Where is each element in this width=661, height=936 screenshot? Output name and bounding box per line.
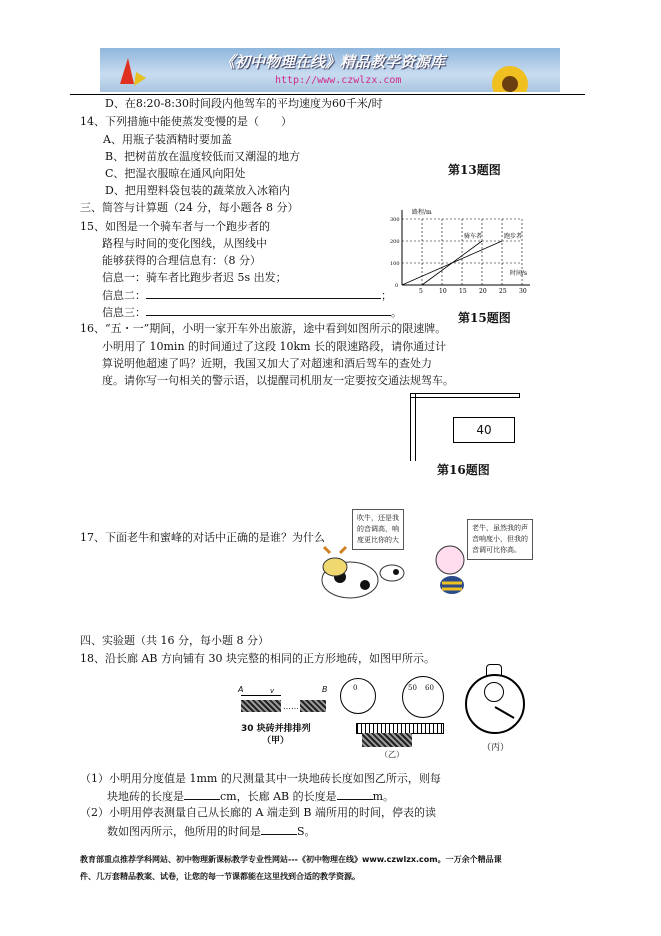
speed-limit-sign: [408, 385, 520, 460]
bing-label: （丙）: [482, 743, 510, 753]
q13-figure-caption: 第13题图: [448, 163, 501, 177]
q14-option-b: B、把树苗放在温度较低而又潮湿的地方: [105, 150, 301, 163]
q15-line: 15、如图是一个骑车者与一个跑步者的: [80, 220, 270, 233]
q16-line: 度。请你写一句相关的警示语，以提醒司机朋友一定要按交通法规驾车。: [102, 374, 454, 387]
x-tick-label: 15: [459, 288, 467, 295]
figure-bing-stopwatch: [462, 664, 528, 758]
q14-option-a: A、用瓶子装酒精时要加盖: [103, 133, 232, 146]
info3-end: 。: [391, 306, 402, 319]
q15-line: 能够获得的合理信息有：（8 分）: [102, 254, 261, 267]
header-rule: [70, 94, 585, 95]
header-banner: [100, 48, 560, 92]
q18-part1-line: （1）小明用分度值是 1mm 的尺测量其中一块地砖长度如图乙所示，则每: [80, 772, 441, 785]
sign-value: 40: [453, 417, 515, 443]
q18-part2-answer-line: 数如图丙所示，他所用的时间是 S。: [107, 825, 316, 838]
banner-title: 《初中物理在线》精品教学资源库: [220, 53, 446, 71]
jia-caption: 30 块砖并排排列: [241, 724, 311, 734]
y-axis-label: 路程/m: [412, 209, 432, 216]
chart-grid: [402, 219, 522, 285]
cow-and-bee-cartoon-icon: [310, 545, 550, 605]
q15-line: 路程与时间的变化图线，从图线中: [102, 237, 267, 250]
corridor-length-blank[interactable]: [337, 789, 373, 800]
x-tick-label: 10: [439, 288, 447, 295]
y-tick-label: 200: [390, 239, 400, 245]
q15-info3: [102, 305, 402, 319]
yi-label: （乙）: [380, 750, 404, 759]
figure-yi-ruler: [340, 676, 445, 758]
figure-jia: [238, 683, 328, 758]
x-axis-label: 时间/s: [510, 270, 528, 277]
q15-distance-time-chart: [390, 205, 540, 295]
q15-info1: 信息一：骑车者比跑步者迟 5s 出发；: [102, 271, 287, 284]
section3-heading: 三、简答与计算题（24 分，每小题各 8 分）: [80, 201, 299, 214]
q16-line: 16、“五・一”期间，小明一家开车外出旅游，途中看到如图所示的限速牌。: [80, 322, 447, 335]
tick-50: 50: [408, 684, 417, 692]
q14-option-c: C、把湿衣服晾在通风向阳处: [105, 167, 246, 180]
info3-blank[interactable]: [146, 305, 391, 316]
series-label: 骑车者: [464, 233, 483, 240]
q15-info2: [102, 288, 392, 302]
q16-line: 算说明他超速了吗？近期，我国又加大了对超速和酒后驾车的查处力: [102, 357, 432, 370]
bee-speech-bubble: 老牛，虽然我的声 音响度小，但我的 音调可比你高。: [467, 519, 533, 560]
x-tick-label: 30: [519, 288, 527, 295]
q18-stem: 18、沿长廊 AB 方向铺有 30 块完整的相同的正方形地砖，如图甲所示。: [80, 652, 436, 665]
label-a: A: [238, 685, 244, 694]
label-v: v: [270, 687, 275, 695]
q17-stem: 17、下面老牛和蜜峰的对话中正确的是谁？为什么: [80, 531, 325, 544]
q18-part2-line: （2）小明用停表测量自己从长廊的 A 端走到 B 端所用的时间，停表的读: [80, 806, 437, 819]
y-tick-label: 100: [390, 261, 400, 267]
info2-label: 信息二：: [102, 289, 146, 302]
time-blank[interactable]: [261, 824, 297, 835]
q15-figure-caption: 第15题图: [458, 311, 511, 325]
info2-end: ；: [381, 289, 392, 302]
x-tick-label: 20: [479, 288, 487, 295]
tick-60: 60: [425, 684, 434, 692]
y-tick-label: 300: [390, 217, 400, 223]
tile-length-blank[interactable]: [184, 789, 220, 800]
cow-speech-bubble: 吹牛，还是我 的音调高，响 度更比你的大: [352, 509, 404, 550]
info2-blank[interactable]: [146, 288, 381, 299]
q16-figure-caption: 第16题图: [437, 463, 490, 477]
label-b: B: [322, 685, 328, 694]
info3-label: 信息三：: [102, 306, 146, 319]
x-tick-label: 25: [499, 288, 507, 295]
q16-line: 小明用了 10min 的时间通过了这段 10km 长的限速路段，请你通过计: [102, 340, 447, 353]
q18-part1-answer-line: 块地砖的长度是 cm，长廊 AB 的长度是 m。: [107, 790, 395, 803]
q13-option-d: D、在8:20-8:30时间段内他驾车的平均速度为60千米/时: [105, 97, 383, 110]
section4-heading: 四、实验题（共 16 分，每小题 8 分）: [80, 634, 269, 647]
y-tick-label: 0: [395, 283, 399, 289]
footer-line: 教育部重点推荐学科网站、初中物理新课标教学专业性网站---《初中物理在线》www.czwlzx.com。一万余个精品课: [80, 855, 502, 864]
q14-option-d: D、把用塑料袋包装的蔬菜放入冰箱内: [105, 184, 290, 197]
ellipsis: ……: [283, 702, 299, 711]
q14-stem: 14、下列措施中能使蒸发变慢的是（ ）: [80, 115, 292, 128]
series-label: 跑步者: [504, 233, 523, 240]
footer-line: 件、几万套精品教案、试卷，让您的每一节课都能在这里找到合适的教学资源。: [80, 872, 360, 881]
x-tick-label: 5: [419, 288, 423, 295]
banner-url[interactable]: http://www.czwlzx.com: [275, 75, 402, 86]
jia-label: （甲）: [262, 736, 290, 746]
tick-0: 0: [353, 684, 358, 692]
